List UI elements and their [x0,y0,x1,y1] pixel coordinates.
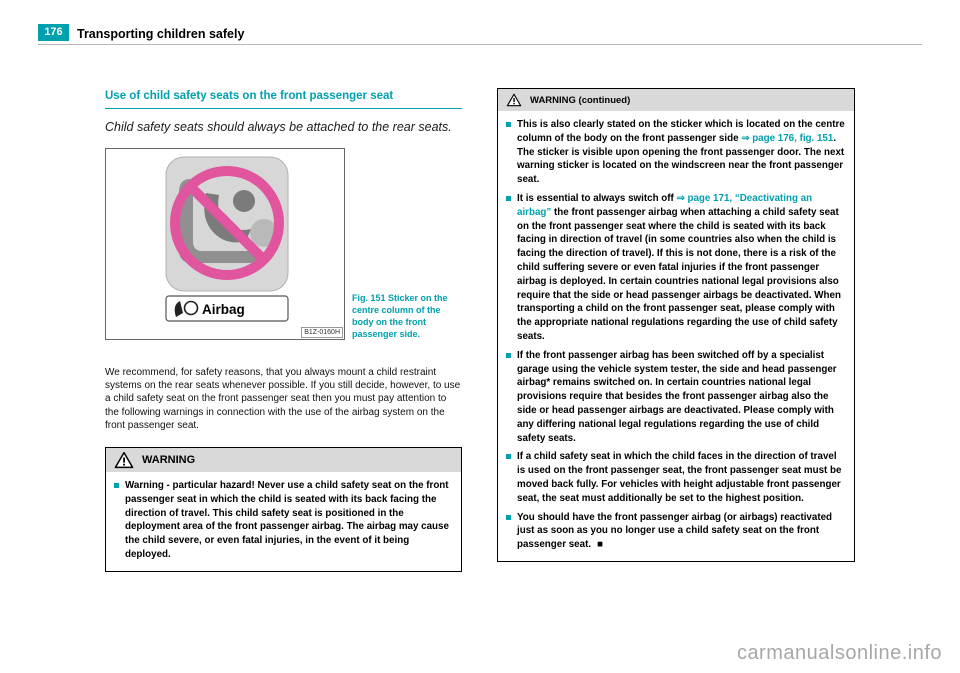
figure-151 [105,148,462,340]
watermark: carmanualsonline.info [736,642,942,664]
warning-body [106,472,461,571]
warning-item [114,479,453,562]
text-segment: . The sticker is visible upon opening the front passenger door. The next warning sticker is located on the windscreen near the front passenger seat. [517,132,845,186]
header-divider [38,44,922,45]
sticker-airbag-label: Airbag [202,302,245,317]
warning-text [125,479,453,562]
bullet-icon [506,454,511,459]
warning-box-continued [497,88,855,562]
left-column [105,90,462,572]
text-segment: This is also clearly stated on the sticker which is located on the centre column of the body on the front passenger side [517,119,845,144]
warning-triangle-icon [506,93,522,107]
warning-text [517,192,846,344]
warning-item [506,511,846,552]
page-number-badge: 176 [38,24,69,41]
text-segment: the front passenger airbag when attaching a child safety seat on the front passenger seat where the child is seated with its back facing in direction of travel (in some countries also when the child is facing the direction of travel). If this is not done, there is a risk of the child suffering severe or even fatal injuries if the front passenger airbag is deployed. In certain countries national legal provisions also require that the side or head passenger airbags be deactivated. When transporting a child on the front passenger seat, please comply with the appropriate national regulations regarding the use of child safety seats. [517,206,841,342]
right-column [497,88,855,562]
warning-item [506,450,846,505]
warning-title: WARNING [142,454,196,467]
warning-triangle-icon [114,451,134,469]
warning-body [498,111,854,561]
bullet-icon [506,122,511,127]
bullet-icon [506,353,511,358]
warning-header [106,448,461,472]
body-paragraph: We recommend, for safety reasons, that you always mount a child restraint systems on the rear seats whenever possible. If you still decide, however, to use a child safety seat on the front passenger seat then you must pay attention to the following warnings in connection with the use of the airbag system on the front passenger seat. [105,367,461,431]
warning-item [506,349,846,446]
text-segment: Warning - particular hazard! Never use a child safety seat on the front passenger seat in which the child is seated with its back facing the direction of travel. This child safety seat is positioned in the deployment area of the front passenger airbag. The airbag may cause the child severe, or even fatal injuries, in the event of it being deployed. [125,480,449,560]
chapter-title: Transporting children safely [77,27,245,41]
warning-text [517,349,846,446]
cross-reference-link[interactable]: ⇒ page 176, fig. 151 [741,132,834,144]
lead-paragraph: Child safety seats should always be attached to the rear seats. [105,120,452,134]
figure-caption: Fig. 151 Sticker on the centre column of the body on the front passenger side. [352,293,448,339]
figure-image-frame [105,148,345,340]
warning-title: WARNING (continued) [530,94,631,106]
cross-reference-link[interactable]: ⇒ page 171, “Deactivating an airbag” [517,192,813,218]
bullet-icon [114,483,119,488]
text-segment: You should have the front passenger airbag (or airbags) reactivated just as soon as you no longer use a child safety seat on the front passenger seat. [517,511,833,551]
bullet-icon [506,515,511,520]
warning-text [517,511,846,552]
warning-item [506,118,846,187]
bullet-icon [506,196,511,201]
warning-box-left [105,447,462,572]
section-end-marker: ■ [597,539,603,551]
image-code: B1Z-0160H [301,327,343,338]
text-segment: If a child safety seat in which the child faces in the direction of travel is used on the front passenger seat, the front passenger seat must be moved back fully. For vehicles with height adjustable front passenger seat, the seat must additionally be set to the highest position. [517,451,842,504]
warning-item [506,192,846,344]
section-title: Use of child safety seats on the front passenger seat [105,90,462,109]
warning-text [517,118,846,187]
text-segment: It is essential to always switch off [517,192,677,204]
airbag-prohibition-sticker-graphic [106,149,344,339]
child-head-pictogram [233,190,255,212]
text-segment: If the front passenger airbag has been switched off by a specialist garage using the vehicle system tester, the side and head passenger airbag* remains switched on. In certain countries national legal provisions require that besides the front passenger airbag also the side or head passenger airbags are deactivated. Please comply with any differing national legal regulations regarding the use of child safety seats. [517,349,837,444]
warning-header [498,89,854,111]
warning-text [517,450,846,505]
